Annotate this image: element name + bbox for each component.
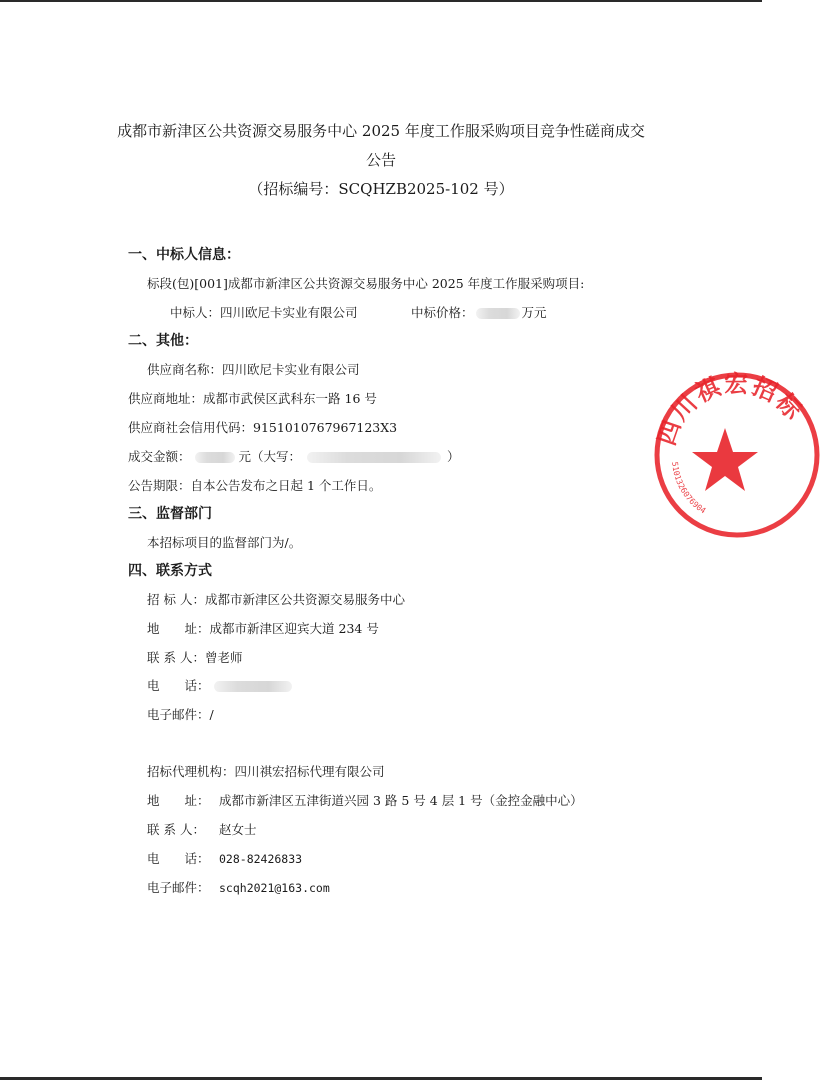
supplier-address-row — [128, 391, 377, 407]
amount-label: 成交金额： — [128, 449, 191, 464]
purchaser: 成都市新津区公共资源交易服务中心 — [204, 592, 405, 607]
agency-email: scqh2021@163.com — [219, 881, 330, 895]
supplier-address-label: 供应商地址： — [128, 391, 204, 406]
purchaser-phone-row — [147, 678, 292, 694]
section-3-heading: 三、监督部门 — [128, 506, 212, 522]
supplier-name-label: 供应商名称： — [147, 362, 223, 377]
price-label: 中标价格： — [411, 305, 474, 320]
seal-star-icon — [692, 428, 758, 491]
agency-contact-row — [147, 822, 257, 838]
agency-label: 招标代理机构： — [147, 764, 235, 779]
price-unit: 万元 — [521, 305, 547, 320]
agency-email-row — [147, 880, 330, 896]
amount-unit: 元（大写： — [238, 449, 302, 464]
purchaser-email: / — [209, 707, 214, 722]
winner-row — [170, 305, 358, 321]
supplier-name: 四川欧尼卡实业有限公司 — [222, 362, 360, 377]
purchaser-phone-redacted — [214, 681, 292, 692]
agency-phone-row — [147, 851, 302, 867]
lot-description: 标段(包)[001]成都市新津区公共资源交易服务中心 2025 年度工作服采购项目: — [147, 276, 585, 291]
winner-label: 中标人： — [170, 305, 221, 320]
purchaser-email-row — [147, 707, 214, 723]
title-line-1: 成都市新津区公共资源交易服务中心 2025 年度工作服采购项目竞争性磋商成交 — [117, 122, 645, 140]
section-4-heading: 四、联系方式 — [128, 563, 212, 579]
purchaser-address: 成都市新津区迎宾大道 234 号 — [209, 621, 379, 636]
agency-email-label: 电子邮件： — [147, 880, 210, 895]
price-row — [411, 305, 547, 321]
seal-title-path: 四川祺宏招标 — [652, 369, 809, 449]
purchaser-contact: 曾老师 — [204, 650, 243, 665]
notice-period: 公告期限：自本公告发布之日起 1 个工作日。 — [128, 478, 382, 493]
agency-phone: 028-82426833 — [219, 852, 303, 866]
title-line-3: （招标编号：SCQHZB2025-102 号） — [248, 180, 514, 198]
amount-redacted — [195, 452, 235, 463]
purchaser-address-row — [147, 621, 379, 637]
company-seal — [652, 370, 822, 540]
credit-code: 9151010767967123X3 — [253, 420, 398, 435]
winner-name: 四川欧尼卡实业有限公司 — [220, 305, 358, 320]
amount-words-redacted — [307, 452, 441, 463]
agency-address-row — [147, 793, 583, 809]
credit-code-label: 供应商社会信用代码： — [128, 420, 254, 435]
page-top-edge — [0, 0, 762, 2]
agency-contact: 赵女士 — [219, 822, 257, 837]
purchaser-phone-label: 电 话： — [147, 678, 210, 693]
purchaser-address-label: 地 址： — [147, 621, 210, 636]
seal-title — [652, 370, 808, 449]
agency-row — [147, 764, 385, 780]
purchaser-row — [147, 592, 405, 608]
amount-close: ） — [447, 449, 460, 464]
supplier-name-row — [147, 362, 360, 378]
price-redacted — [476, 308, 520, 319]
purchaser-label: 招 标 人： — [147, 592, 205, 607]
purchaser-email-label: 电子邮件： — [147, 707, 210, 722]
supervision-text: 本招标项目的监督部门为/。 — [147, 535, 302, 550]
purchaser-contact-label: 联 系 人： — [147, 650, 205, 665]
agency-address-label: 地 址： — [147, 793, 210, 808]
supplier-address: 成都市武侯区武科东一路 16 号 — [203, 391, 377, 406]
amount-row — [128, 449, 460, 465]
agency-phone-label: 电 话： — [147, 851, 210, 866]
seal-code-path: 5101326076904 — [670, 461, 708, 516]
agency: 四川祺宏招标代理有限公司 — [234, 764, 385, 779]
purchaser-contact-row — [147, 650, 242, 666]
section-1-heading: 一、中标人信息： — [128, 247, 240, 263]
title-line-2: 公告 — [365, 151, 396, 169]
agency-contact-label: 联 系 人： — [147, 822, 205, 837]
agency-address: 成都市新津区五津街道兴园 3 路 5 号 4 层 1 号（金控金融中心） — [219, 793, 583, 808]
section-2-heading: 二、其他： — [128, 333, 198, 349]
credit-code-row — [128, 420, 397, 436]
